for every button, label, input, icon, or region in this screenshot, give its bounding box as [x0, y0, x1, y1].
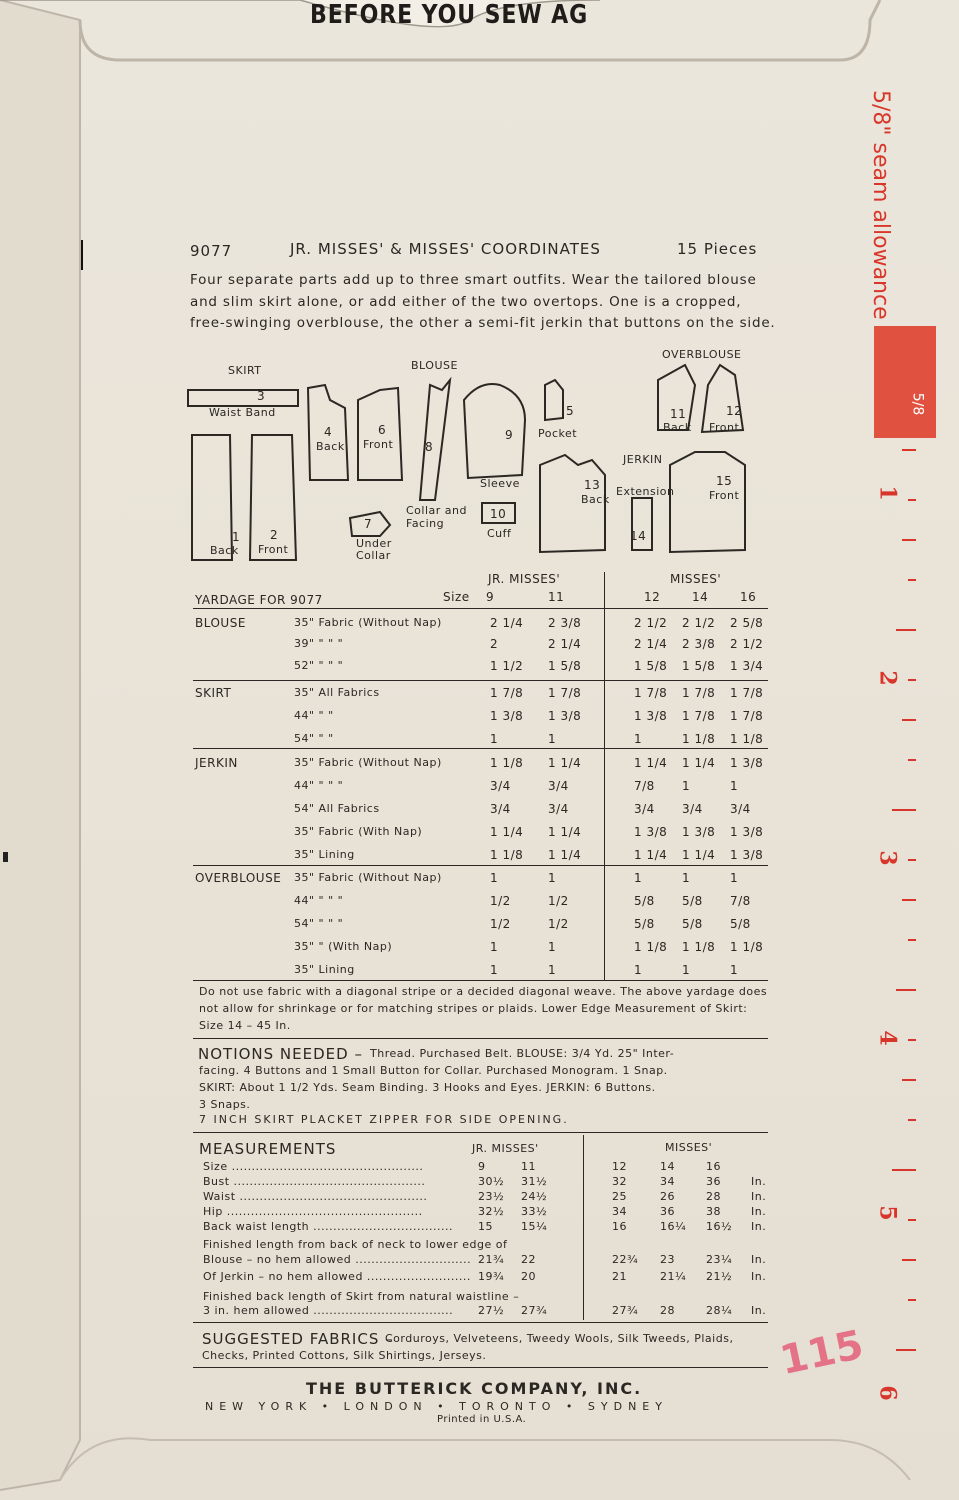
yardage-value: 1 — [548, 871, 557, 885]
notions-line: 3 Snaps. — [199, 1098, 251, 1111]
yardage-value: 1 1/8 — [634, 940, 668, 954]
measurement-unit: In. — [751, 1220, 767, 1233]
piece-number: 15 — [716, 474, 733, 488]
yardage-value: 1 3/8 — [730, 756, 764, 770]
measurement-value: 38 — [706, 1205, 721, 1218]
yardage-note: Do not use fabric with a diagonal stripe or a decided diagonal weave. The above yardage does — [199, 985, 768, 998]
yardage-value: 1 3/4 — [730, 659, 764, 673]
yardage-value: 1/2 — [490, 894, 511, 908]
notions-line: facing. 4 Buttons and 1 Small Button for Collar. Purchased Monogram. 1 Snap. — [199, 1064, 668, 1077]
ruler-mark-3: 3 — [874, 850, 901, 866]
piece-label: Pocket — [538, 427, 578, 440]
yardage-value: 7/8 — [730, 894, 751, 908]
piece-label: Back — [316, 440, 345, 453]
divider — [193, 1038, 768, 1039]
yardage-size-label: Size — [443, 590, 470, 604]
measurement-unit: In. — [751, 1270, 767, 1283]
yardage-value: 2 — [490, 637, 499, 651]
description-line: Four separate parts add up to three smart outfits. Wear the tailored blouse — [190, 272, 757, 288]
yardage-fabric-desc: 52" " " " — [294, 659, 344, 672]
yardage-value: 1 7/8 — [634, 686, 668, 700]
yardage-value: 2 1/2 — [634, 616, 668, 630]
piece-label: Cuff — [487, 527, 512, 540]
measurements-title: MEASUREMENTS — [199, 1140, 337, 1158]
yardage-size-header: 11 — [548, 590, 565, 604]
fabrics-line: Corduroys, Velveteens, Tweedy Wools, Silk Tweeds, Plaids, — [385, 1332, 734, 1345]
measurement-value: 23 — [660, 1253, 675, 1266]
yardage-value: 1 1/4 — [548, 825, 582, 839]
yardage-fabric-desc: 35" " (With Nap) — [294, 940, 393, 953]
yardage-value: 1 1/4 — [634, 756, 668, 770]
measurement-value: 34 — [612, 1205, 627, 1218]
ruler-mark-5: 5 — [874, 1205, 901, 1221]
piece-number: 14 — [630, 529, 647, 543]
measurement-value: 16 — [706, 1160, 721, 1173]
measurement-value: 14 — [660, 1160, 675, 1173]
yardage-value: 1/2 — [548, 917, 569, 931]
measurement-value: 28 — [660, 1304, 675, 1317]
piece-number: 12 — [726, 404, 743, 418]
ruler-mark-6: 6 — [874, 1385, 901, 1401]
yardage-value: 3/4 — [490, 779, 511, 793]
description-line: and slim skirt alone, or add either of the two overtops. One is a cropped, — [190, 294, 742, 310]
yardage-value: 2 1/4 — [548, 637, 582, 651]
piece-count: 15 Pieces — [677, 240, 758, 258]
yardage-value: 1 3/8 — [634, 709, 668, 723]
yardage-value: 1 — [490, 871, 499, 885]
yardage-value: 1 1/4 — [682, 756, 716, 770]
yardage-value: 2 1/4 — [490, 616, 524, 630]
yardage-value: 1 — [682, 963, 691, 977]
yardage-value: 3/4 — [548, 779, 569, 793]
notions-title: NOTIONS NEEDED – — [198, 1045, 363, 1063]
ruler-mark-5-8: 5/8 — [909, 392, 926, 416]
yardage-value: 1 — [490, 940, 499, 954]
company-name: THE BUTTERICK COMPANY, INC. — [306, 1379, 643, 1398]
measurement-value: 23½ — [478, 1190, 505, 1203]
measurement-value: 36 — [660, 1205, 675, 1218]
yardage-value: 1 7/8 — [682, 709, 716, 723]
yardage-fabric-desc: 35" Fabric (Without Nap) — [294, 871, 442, 884]
piece-number: 9 — [505, 428, 514, 442]
ruler-mark-1: 1 — [874, 485, 901, 501]
piece-number: 2 — [270, 528, 279, 542]
divider — [193, 608, 768, 609]
yardage-fabric-desc: 54" " " " — [294, 917, 344, 930]
measurement-value: 23¼ — [706, 1253, 733, 1266]
yardage-value: 1 — [634, 732, 643, 746]
measurement-label: Of Jerkin – no hem allowed .......................... — [203, 1270, 471, 1283]
yardage-value: 1 1/8 — [490, 756, 524, 770]
measurement-value: 12 — [612, 1160, 627, 1173]
measurement-unit: In. — [751, 1304, 767, 1317]
yardage-value: 5/8 — [634, 917, 655, 931]
piece-label: Collar — [356, 549, 391, 562]
piece-number: 10 — [490, 507, 507, 521]
measurement-label: Size ................................................ — [203, 1160, 424, 1173]
notions-line: SKIRT: About 1 1/2 Yds. Seam Binding. 3 Hooks and Eyes. JERKIN: 6 Buttons. — [199, 1081, 656, 1094]
measurement-value: 15¼ — [521, 1220, 548, 1233]
piece-number: 3 — [257, 389, 266, 403]
measurement-label: Blouse – no hem allowed ............................. — [203, 1253, 472, 1266]
measurement-caption: Finished back length of Skirt from natural waistline – — [203, 1290, 520, 1303]
measurement-label: 3 in. hem allowed ................................... — [203, 1304, 454, 1317]
yardage-value: 1 1/8 — [730, 732, 764, 746]
company-cities: NEW YORK • LONDON • TORONTO • SYDNEY — [205, 1400, 668, 1413]
measurement-value: 21½ — [706, 1270, 733, 1283]
yardage-value: 3/4 — [548, 802, 569, 816]
piece-label: Collar and — [406, 504, 467, 517]
piece-label: Waist Band — [209, 406, 276, 419]
divider — [193, 1322, 768, 1323]
yardage-value: 1 3/8 — [634, 825, 668, 839]
divider — [193, 680, 768, 681]
diagram-label-overblouse: OVERBLOUSE — [662, 348, 742, 361]
measurement-value: 27¾ — [612, 1304, 639, 1317]
yardage-fabric-desc: 54" " " — [294, 732, 334, 745]
pattern-title: JR. MISSES' & MISSES' COORDINATES — [290, 240, 601, 258]
yardage-group-label: OVERBLOUSE — [195, 871, 282, 885]
divider — [193, 1367, 768, 1368]
measurements-misses-label: MISSES' — [665, 1141, 713, 1154]
measurement-value: 19¾ — [478, 1270, 505, 1283]
divider — [193, 1132, 768, 1133]
yardage-fabric-desc: 35" Fabric (Without Nap) — [294, 616, 442, 629]
yardage-size-header: 16 — [740, 590, 757, 604]
yardage-fabric-desc: 54" All Fabrics — [294, 802, 380, 815]
piece-number: 5 — [566, 404, 575, 418]
yardage-value: 1 — [682, 871, 691, 885]
piece-label: Front — [258, 543, 289, 556]
yardage-value: 2 1/2 — [730, 637, 764, 651]
piece-number: 1 — [232, 530, 241, 544]
piece-number: 7 — [364, 517, 373, 531]
yardage-value: 1 1/4 — [682, 848, 716, 862]
yardage-value: 1 1/4 — [548, 848, 582, 862]
yardage-value: 1 1/8 — [490, 848, 524, 862]
notions-line: Thread. Purchased Belt. BLOUSE: 3/4 Yd. 25" Inter- — [370, 1047, 675, 1060]
top-banner: BEFORE YOU SEW AG — [310, 0, 589, 30]
handwritten-stamp: 115 — [776, 1321, 868, 1385]
measurement-unit: In. — [751, 1253, 767, 1266]
yardage-value: 2 1/4 — [634, 637, 668, 651]
divider — [193, 865, 768, 866]
measurements-jr-label: JR. MISSES' — [472, 1142, 539, 1155]
piece-label: Back — [581, 493, 610, 506]
yardage-value: 5/8 — [682, 917, 703, 931]
yardage-group-label: JERKIN — [195, 756, 238, 770]
piece-label: Back — [210, 544, 239, 557]
yardage-fabric-desc: 44" " " " — [294, 779, 344, 792]
piece-label: Back — [663, 421, 692, 434]
yardage-value: 1 1/4 — [490, 825, 524, 839]
fabrics-line: Checks, Printed Cottons, Silk Shirtings, Jerseys. — [202, 1349, 487, 1362]
piece-label: Front — [709, 489, 740, 502]
yardage-value: 1 7/8 — [682, 686, 716, 700]
yardage-value: 1 — [490, 963, 499, 977]
ruler-label: 5/8" seam allowance — [868, 90, 893, 320]
yardage-value: 1 3/8 — [548, 709, 582, 723]
measurement-label: Back waist length ................................... — [203, 1220, 453, 1233]
diagram-label-blouse: BLOUSE — [411, 359, 458, 372]
measurement-value: 26 — [660, 1190, 675, 1203]
yardage-size-header: 12 — [644, 590, 661, 604]
yardage-value: 7/8 — [634, 779, 655, 793]
measurement-value: 22¾ — [612, 1253, 639, 1266]
yardage-size-header: 14 — [692, 590, 709, 604]
yardage-value: 5/8 — [682, 894, 703, 908]
measurement-value: 20 — [521, 1270, 536, 1283]
yardage-fabric-desc: 39" " " " — [294, 637, 344, 650]
ruler-mark-2: 2 — [874, 670, 901, 686]
printed-in: Printed in U.S.A. — [437, 1414, 527, 1425]
measurement-value: 32½ — [478, 1205, 505, 1218]
yardage-value: 1 7/8 — [490, 686, 524, 700]
yardage-value: 1 3/8 — [730, 825, 764, 839]
piece-number: 11 — [670, 407, 687, 421]
yardage-value: 1 3/8 — [682, 825, 716, 839]
measurement-value: 16½ — [706, 1220, 733, 1233]
yardage-value: 1 7/8 — [730, 686, 764, 700]
yardage-value: 1 — [548, 732, 557, 746]
divider — [193, 980, 768, 981]
yardage-value: 1 — [730, 779, 739, 793]
yardage-fabric-desc: 35" Lining — [294, 963, 355, 976]
yardage-note: not allow for shrinkage or for matching stripes or plaids. Lower Edge Measurement of Skirt: — [199, 1002, 748, 1015]
yardage-group-label: BLOUSE — [195, 616, 246, 630]
piece-label: Front — [709, 421, 740, 434]
yardage-value: 1 7/8 — [730, 709, 764, 723]
measurement-value: 21¾ — [478, 1253, 505, 1266]
measurement-label: Bust ................................................ — [203, 1175, 426, 1188]
yardage-value: 3/4 — [634, 802, 655, 816]
yardage-size-header: 9 — [486, 590, 495, 604]
measurement-value: 25 — [612, 1190, 627, 1203]
measurement-value: 21¼ — [660, 1270, 687, 1283]
measurement-value: 15 — [478, 1220, 493, 1233]
yardage-value: 2 3/8 — [548, 616, 582, 630]
yardage-fabric-desc: 35" Fabric (With Nap) — [294, 825, 423, 838]
measurement-value: 21 — [612, 1270, 627, 1283]
yardage-value: 2 3/8 — [682, 637, 716, 651]
yardage-group-label: SKIRT — [195, 686, 232, 700]
fabrics-title: SUGGESTED FABRICS – — [202, 1330, 394, 1348]
measurement-value: 24½ — [521, 1190, 548, 1203]
yardage-value: 1/2 — [490, 917, 511, 931]
yardage-value: 3/4 — [682, 802, 703, 816]
yardage-value: 1 — [634, 871, 643, 885]
description-line: free-swinging overblouse, the other a semi-fit jerkin that buttons on the side. — [190, 315, 776, 331]
ruler-seam-block — [874, 326, 936, 438]
yardage-value: 1 3/8 — [490, 709, 524, 723]
yardage-title: YARDAGE FOR 9077 — [195, 593, 323, 607]
measurement-value: 16 — [612, 1220, 627, 1233]
yardage-value: 1 1/4 — [634, 848, 668, 862]
yardage-value: 1 5/8 — [634, 659, 668, 673]
yardage-misses-label: MISSES' — [670, 572, 722, 586]
piece-label: Under — [356, 537, 392, 550]
yardage-value: 1 — [548, 940, 557, 954]
yardage-value: 1 3/8 — [730, 848, 764, 862]
yardage-value: 1/2 — [548, 894, 569, 908]
measurement-label: Waist ............................................... — [203, 1190, 428, 1203]
yardage-fabric-desc: 35" Fabric (Without Nap) — [294, 756, 442, 769]
measurement-unit: In. — [751, 1190, 767, 1203]
yardage-value: 1 — [490, 732, 499, 746]
yardage-value: 1 1/8 — [682, 940, 716, 954]
measurement-unit: In. — [751, 1175, 767, 1188]
yardage-value: 3/4 — [730, 802, 751, 816]
yardage-value: 1 — [634, 963, 643, 977]
ruler-mark-4: 4 — [874, 1030, 901, 1046]
yardage-value: 1 1/8 — [682, 732, 716, 746]
piece-number: 13 — [584, 478, 601, 492]
yardage-value: 1 5/8 — [682, 659, 716, 673]
measurement-value: 30½ — [478, 1175, 505, 1188]
yardage-note: Size 14 – 45 In. — [199, 1019, 291, 1032]
notions-line: 7 INCH SKIRT PLACKET ZIPPER FOR SIDE OPENING. — [199, 1113, 569, 1126]
measurement-value: 33½ — [521, 1205, 548, 1218]
yardage-value: 1 — [548, 963, 557, 977]
measurement-label: Hip ................................................. — [203, 1205, 423, 1218]
yardage-value: 1 — [682, 779, 691, 793]
measurement-value: 9 — [478, 1160, 486, 1173]
measurement-value: 32 — [612, 1175, 627, 1188]
yardage-fabric-desc: 35" All Fabrics — [294, 686, 380, 699]
divider — [583, 1135, 584, 1320]
divider — [193, 748, 768, 749]
pattern-number: 9077 — [190, 242, 233, 260]
yardage-value: 2 1/2 — [682, 616, 716, 630]
measurement-value: 31½ — [521, 1175, 548, 1188]
yardage-value: 1 1/8 — [730, 940, 764, 954]
piece-label: Sleeve — [480, 477, 520, 490]
yardage-value: 5/8 — [730, 917, 751, 931]
yardage-value: 3/4 — [490, 802, 511, 816]
measurement-value: 22 — [521, 1253, 536, 1266]
measurement-value: 11 — [521, 1160, 536, 1173]
yardage-fabric-desc: 44" " " — [294, 709, 334, 722]
piece-label: Facing — [406, 517, 445, 530]
yardage-value: 1 7/8 — [548, 686, 582, 700]
yardage-jr-label: JR. MISSES' — [488, 572, 561, 586]
divider — [604, 572, 605, 980]
measurement-caption: Finished length from back of neck to lower edge of — [203, 1238, 508, 1251]
yardage-value: 1 1/2 — [490, 659, 524, 673]
measurement-value: 28 — [706, 1190, 721, 1203]
yardage-value: 1 1/4 — [548, 756, 582, 770]
piece-label: Extension — [616, 485, 675, 498]
piece-label: Front — [363, 438, 394, 451]
piece-number: 6 — [378, 423, 387, 437]
yardage-fabric-desc: 35" Lining — [294, 848, 355, 861]
yardage-fabric-desc: 44" " " " — [294, 894, 344, 907]
measurement-unit: In. — [751, 1205, 767, 1218]
measurement-value: 27½ — [478, 1304, 505, 1317]
yardage-value: 1 — [730, 963, 739, 977]
yardage-value: 1 — [730, 871, 739, 885]
yardage-value: 1 5/8 — [548, 659, 582, 673]
measurement-value: 36 — [706, 1175, 721, 1188]
diagram-label-skirt: SKIRT — [228, 364, 262, 377]
piece-number: 8 — [425, 440, 434, 454]
measurement-value: 28¼ — [706, 1304, 733, 1317]
piece-number: 4 — [324, 425, 333, 439]
yardage-value: 5/8 — [634, 894, 655, 908]
measurement-value: 16¼ — [660, 1220, 687, 1233]
measurement-value: 34 — [660, 1175, 675, 1188]
measurement-value: 27¾ — [521, 1304, 548, 1317]
yardage-value: 2 5/8 — [730, 616, 764, 630]
diagram-label-jerkin: JERKIN — [623, 453, 663, 466]
